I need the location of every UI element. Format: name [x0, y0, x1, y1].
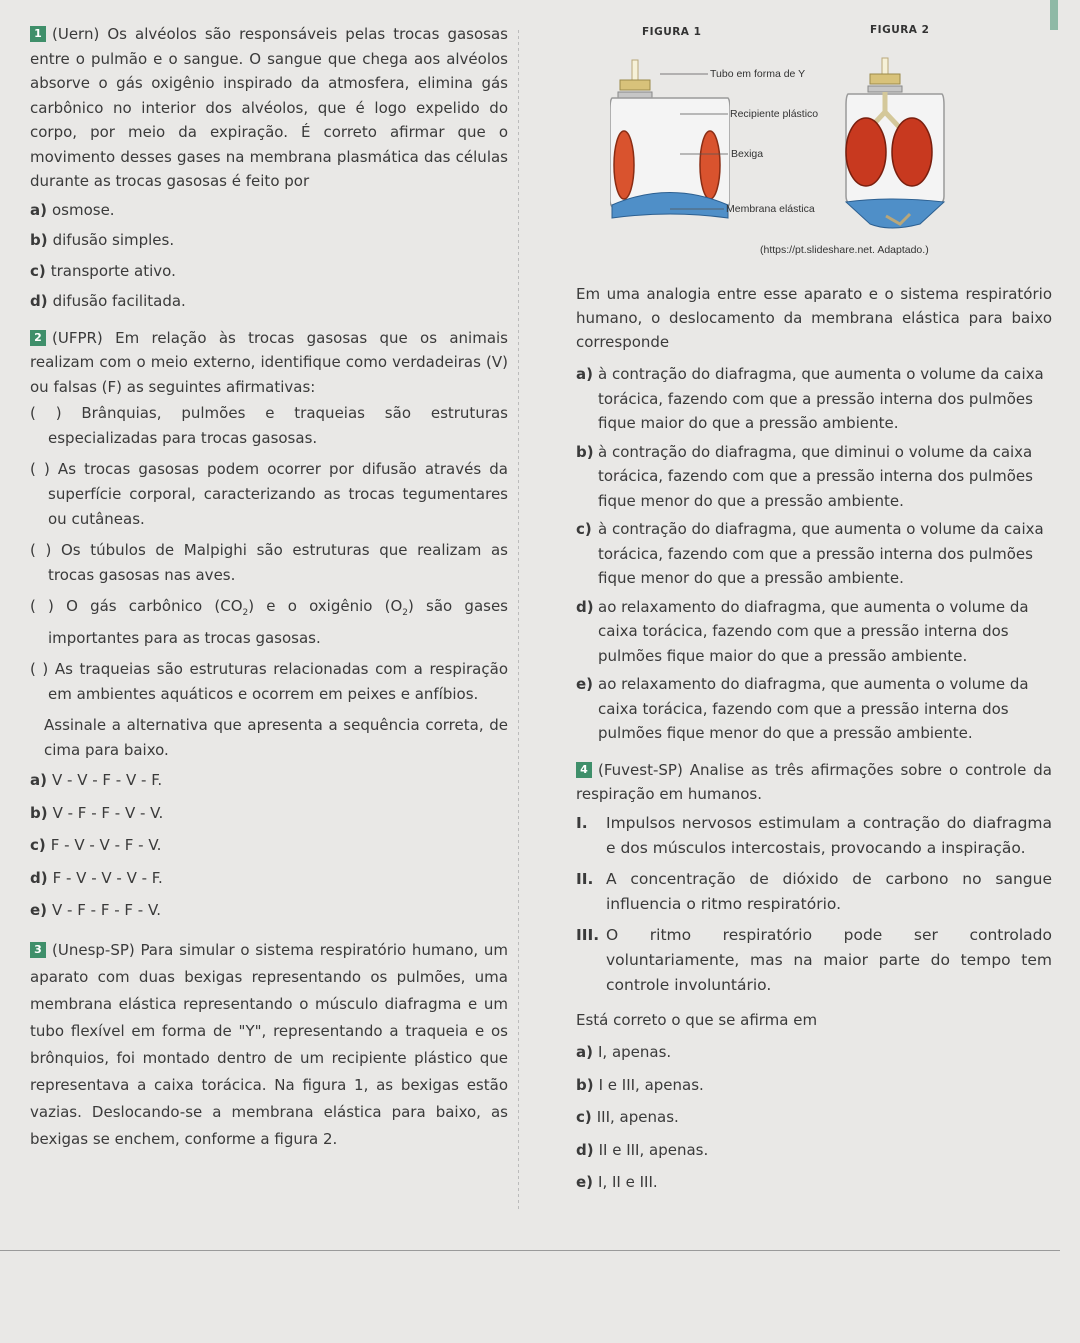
question-number-badge: 2 [30, 330, 46, 346]
question-3-stem: 3 (Unesp-SP) Para simular o sistema respiratório humano, um aparato com duas bexigas representando os pulmões, uma membrana elástica representando o músculo diafragma e um tubo flexível em forma de "Y", representando a traqueia e os brônquios, foi montado dentro de um recipiente plástico que representava a caixa torácica. Na figura 1, as bexigas estão vazias. Deslocando-se a membrana elástica para baixo, as bexigas se enchem, conforme a figura 2. [30, 940, 508, 1148]
statement-III: III. O ritmo respiratório pode ser controlado voluntariamente, mas na maior parte do tempo tem controle involuntário. [576, 925, 1052, 994]
question-4 [576, 758, 1052, 1195]
page-edge-marker [1050, 0, 1058, 30]
question-3 [30, 937, 508, 1153]
statement-II: II. A concentração de dióxido de carbono no sangue influencia o ritmo respiratório. [576, 869, 1052, 913]
option-a[interactable]: a) osmose. [30, 200, 115, 219]
option-d[interactable]: d) difusão facilitada. [30, 292, 186, 310]
statement-I: I. Impulsos nervosos estimulam a contração do diafragma e dos músculos intercostais, provocando a inspiração. [576, 813, 1052, 857]
column-divider [518, 30, 519, 1210]
statement-1[interactable]: ( ) Brânquias, pulmões e traqueias são estruturas especializadas para trocas gasosas. [30, 404, 508, 447]
option-b[interactable]: b) difusão simples. [30, 231, 175, 249]
question-number-badge: 4 [576, 762, 592, 778]
figure-source: (https://pt.slideshare.net. Adaptado.) [760, 244, 929, 256]
q4-option-e[interactable]: e) I, II e III. [576, 1173, 658, 1191]
option-b[interactable]: b) V - F - F - V - V. [30, 803, 164, 822]
right-column [576, 282, 1052, 1195]
question-2-stem: 2 (UFPR) Em relação às trocas gasosas que os animais realizam com o meio externo, identifique como verdadeiras (V) ou falsas (F) as seguintes afirmativas: [30, 328, 508, 396]
annotation-leader-lines [660, 70, 740, 220]
figure-2-label: FIGURA 2 [870, 24, 930, 36]
annotation-membrana: Membrana elástica [726, 203, 815, 215]
q3-option-b[interactable]: b) à contração do diafragma, que diminui o volume da caixa torácica, fazendo com que a pressão interna dos pulmões fique menor do que a pressão ambiente. [576, 442, 1033, 510]
q4-option-c[interactable]: c) III, apenas. [576, 1108, 679, 1126]
page-bottom-rule [0, 1250, 1060, 1251]
statement-5[interactable]: ( ) As traqueias são estruturas relacionadas com a respiração em ambientes aquáticos e ocorrem em peixes e anfíbios. [30, 660, 508, 703]
annotation-recipiente: Recipiente plástico [730, 108, 819, 120]
question-1 [30, 22, 508, 314]
q4-option-b[interactable]: b) I e III, apenas. [576, 1075, 704, 1094]
question-4-stem: 4 (Fuvest-SP) Analise as três afirmações sobre o controle da respiração em humanos. [576, 760, 1052, 803]
statement-4[interactable]: ( ) O gás carbônico $(CO_2)$ e o oxigênio $(O_2)$ são gases importantes para as trocas gasosas. [30, 597, 508, 647]
option-d[interactable]: d) F - V - V - V - F. [30, 868, 163, 887]
q3-option-d[interactable]: d) ao relaxamento do diafragma, que aumenta o volume da caixa torácica, fazendo com que a pressão interna dos pulmões fique maior do que a pressão ambiente. [576, 597, 1029, 665]
option-a[interactable]: a) V - V - F - V - F. [30, 771, 163, 789]
question-number-badge: 1 [30, 26, 46, 42]
option-c[interactable]: c) transporte ativo. [30, 261, 176, 280]
statement-2[interactable]: ( ) As trocas gasosas podem ocorrer por difusão através da superfície corporal, caracterizando as trocas tegumentares ou cutâneas. [30, 460, 508, 528]
figure-1-label: FIGURA 1 [642, 26, 702, 38]
q3-option-a[interactable]: a) à contração do diafragma, que aumenta o volume da caixa torácica, fazendo com que a pressão interna dos pulmões fique maior do que a pressão ambiente. [576, 365, 1044, 432]
question-2-instruction: Assinale a alternativa que apresenta a sequência correta, de cima para baixo. [44, 716, 508, 759]
left-column [30, 22, 508, 1153]
statement-3[interactable]: ( ) Os túbulos de Malpighi são estruturas que realizam as trocas gasosas nas aves. [30, 541, 508, 584]
question-number-badge: 3 [30, 942, 46, 958]
question-3-continuation: Em uma analogia entre esse aparato e o sistema respiratório humano, o deslocamento da membrana elástica para baixo corresponde [576, 285, 1052, 351]
q4-option-d[interactable]: d) II e III, apenas. [576, 1140, 709, 1159]
annotation-bexiga: Bexiga [731, 148, 764, 160]
q4-option-a[interactable]: a) I, apenas. [576, 1043, 672, 1061]
q3-option-e[interactable]: e) ao relaxamento do diafragma, que aumenta o volume da caixa torácica, fazendo com que a pressão interna dos pulmões fique menor do que a pressão ambiente. [576, 675, 1029, 742]
annotation-tubo-y: Tubo em forma de Y [710, 68, 806, 80]
question-2 [30, 326, 508, 923]
question-4-prompt: Está correto o que se afirma em [576, 1010, 818, 1029]
option-e[interactable]: e) V - F - F - F - V. [30, 901, 162, 919]
question-1-stem: 1 (Uern) Os alvéolos são responsáveis pelas trocas gasosas entre o pulmão e o sangue. O sangue que chega aos alvéolos absorve o gás oxigênio inspirado da atmosfera, elimina gás carbônico no interior dos alvéolos, que é logo expelido do corpo, por meio da expiração. É correto afirmar que o movimento desses gases na membrana plasmática das células durante as trocas gasosas é feito por [30, 25, 508, 190]
q3-option-c[interactable]: c) à contração do diafragma, que aumenta o volume da caixa torácica, fazendo com que a pressão interna dos pulmões fique menor do que a pressão ambiente. [576, 520, 1044, 587]
figure-2-apparatus [840, 56, 950, 231]
option-c[interactable]: c) F - V - V - F - V. [30, 836, 162, 854]
